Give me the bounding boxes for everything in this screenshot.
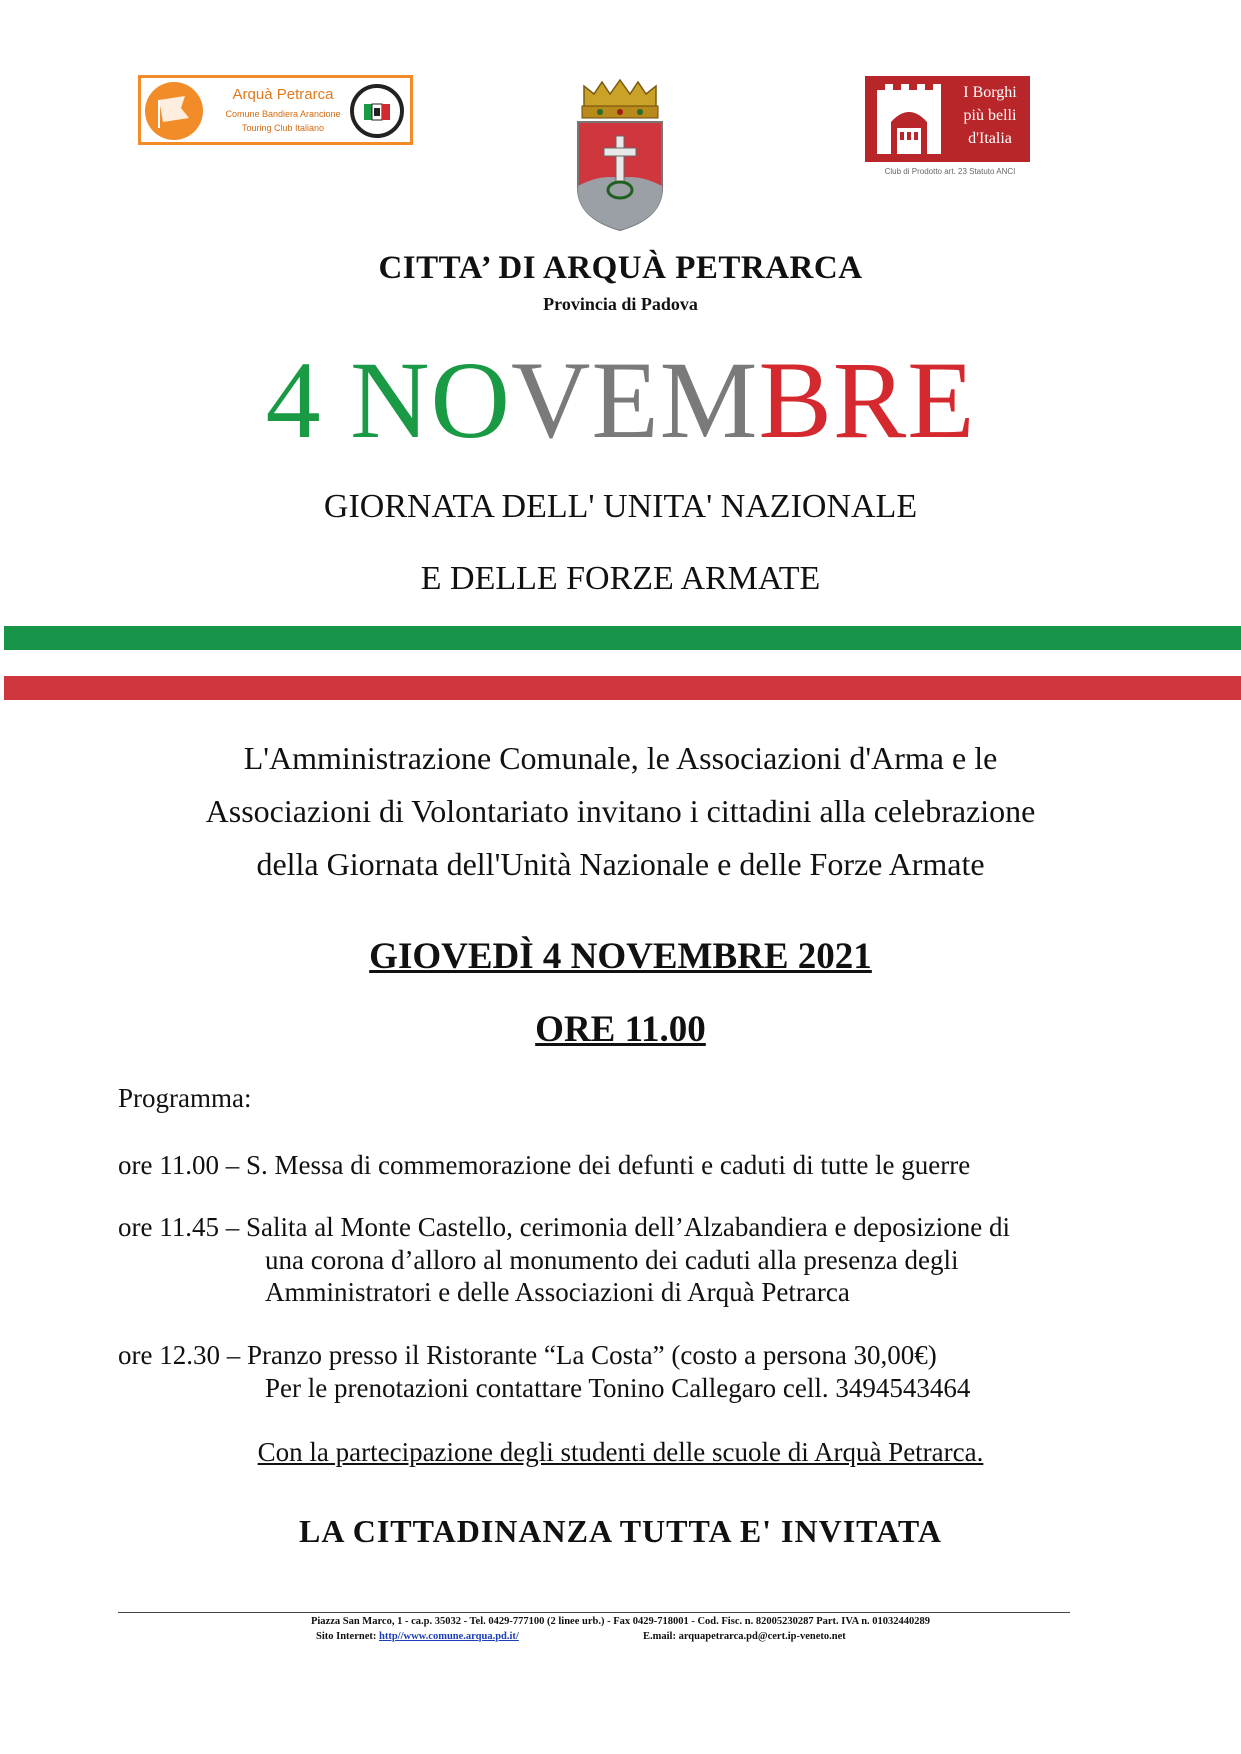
main-title-gray: VEM	[511, 339, 759, 461]
borghi-piu-belli-logo	[865, 76, 1030, 162]
borghi-logo-line2: più belli	[963, 107, 1017, 124]
program-item-3-line1: ore 12.30 – Pranzo presso il Ristorante “La Costa” (costo a persona 30,00€)	[118, 1340, 937, 1370]
bandiera-logo-line2: Comune Bandiera Arancione	[225, 109, 341, 119]
coat-of-arms-icon	[570, 78, 670, 233]
main-title	[0, 339, 1241, 461]
red-stripe	[4, 676, 1241, 700]
borghi-logo-line1: I Borghi	[963, 84, 1017, 101]
intro-line1: L'Amministrazione Comunale, le Associazioni d'Arma e le	[243, 740, 998, 776]
program-item-2-line1: ore 11.45 – Salita al Monte Castello, cerimonia dell’Alzabandiera e deposizione di	[118, 1212, 1010, 1242]
bandiera-arancione-logo	[138, 75, 413, 145]
intro-line2: Associazioni di Volontariato invitano i cittadini alla celebrazione	[205, 793, 1036, 829]
bandiera-logo-title: Arquà Petrarca	[232, 86, 334, 103]
borghi-logo-caption: Club di Prodotto art. 23 Statuto ANCI	[884, 167, 1016, 176]
program-item-1: ore 11.00 – S. Messa di commemorazione dei defunti e caduti di tutte le guerre	[118, 1150, 971, 1180]
borghi-logo-line3: d'Italia	[968, 130, 1012, 147]
orange-flag-icon	[145, 82, 203, 140]
students-note: Con la partecipazione degli studenti delle scuole di Arquà Petrarca.	[257, 1437, 984, 1467]
footer-website-label: Sito Internet:	[316, 1631, 379, 1642]
footer-website	[316, 1631, 519, 1642]
footer-email: E.mail: arquapetrarca.pd@cert.ip-veneto.net	[643, 1631, 846, 1642]
program-item-2-line3: Amministratori e delle Associazioni di Arquà Petrarca	[265, 1277, 850, 1307]
event-time: ORE 11.00	[535, 1009, 706, 1050]
bandiera-logo-line3: Touring Club Italiano	[241, 123, 325, 133]
city-title: CITTA’ DI ARQUÀ PETRARCA	[378, 250, 863, 286]
main-title-green: 4 NO	[265, 339, 511, 461]
event-date: GIOVEDÌ 4 NOVEMBRE 2021	[369, 936, 872, 977]
subtitle-line1: GIORNATA DELL' UNITA' NAZIONALE	[323, 488, 918, 525]
tower-icon	[873, 82, 947, 156]
program-label: Programma:	[118, 1083, 252, 1113]
province-label: Provincia di Padova	[543, 294, 698, 314]
touring-club-icon	[350, 84, 404, 138]
program-item-3-line2: Per le prenotazioni contattare Tonino Callegaro cell. 3494543464	[265, 1373, 971, 1403]
footer-divider	[118, 1612, 1070, 1613]
green-stripe	[4, 626, 1241, 650]
intro-line3: della Giornata dell'Unità Nazionale e delle Forze Armate	[256, 846, 985, 882]
invitation-line: LA CITTADINANZA TUTTA E' INVITATA	[299, 1513, 942, 1549]
footer-website-link[interactable]: http//www.comune.arqua.pd.it/	[379, 1631, 519, 1642]
program-item-2-line2: una corona d’alloro al monumento dei caduti alla presenza degli	[265, 1245, 959, 1275]
main-title-red: BRE	[758, 339, 976, 461]
footer-address: Piazza San Marco, 1 - ca.p. 35032 - Tel. 0429-777100 (2 linee urb.) - Fax 0429-718001 - Cod. Fisc. n. 82005230287 Part. IVA n. 01032440289	[310, 1616, 931, 1627]
subtitle-line2: E DELLE FORZE ARMATE	[420, 560, 821, 597]
